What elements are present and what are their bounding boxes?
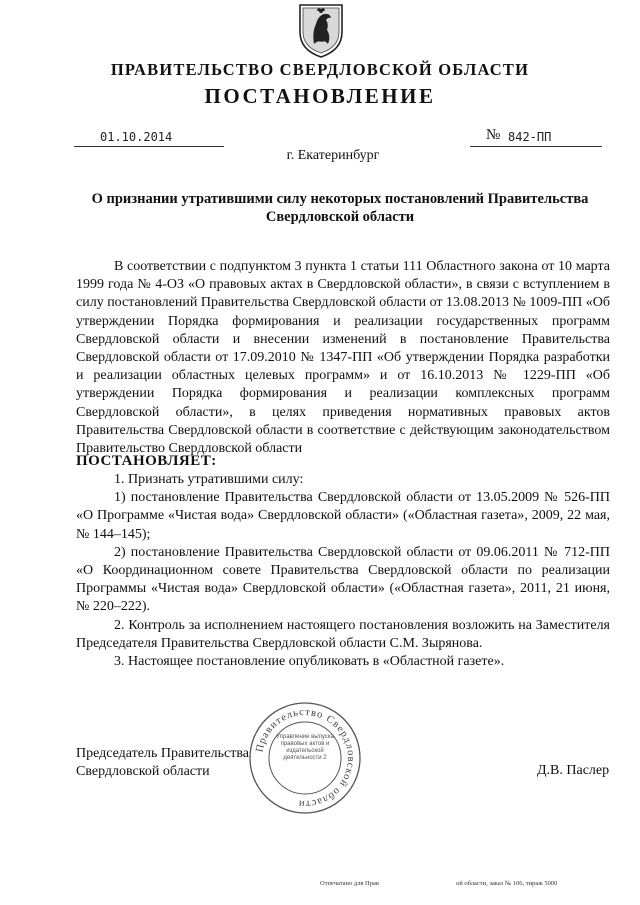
signatory-position-line-2: Свердловской области <box>76 764 210 779</box>
stamp-inner-text: Управление выпуска правовых актов и издательской деятельности 2 <box>276 734 334 761</box>
resolution-item-1: 1. Признать утратившими силу: <box>114 472 304 487</box>
organization-name: ПРАВИТЕЛЬСТВО СВЕРДЛОВСКОЙ ОБЛАСТИ <box>110 60 530 79</box>
footer-print-note-left: Отпечатано для Прав <box>320 880 379 887</box>
resolution-subitem-2: 2) постановление Правительства Свердловской области от 09.06.2011 № 712-ПП «О Координационном совете Правительства Свердловской области по реализации Программы «Чистая вода» Свердловской области» («Областная газета», 2011, 21 июня, № 220–222). <box>76 544 610 615</box>
resolution-item-3: 3. Настоящее постановление опубликовать в «Областной газете». <box>114 654 505 670</box>
official-stamp-icon <box>247 700 363 816</box>
document-city: г. Екатеринбург <box>286 148 380 163</box>
signatory-name: Д.В. Паслер <box>537 763 610 778</box>
stamp-ring-text: Правительство Свердловской области <box>254 706 357 810</box>
footer-print-note-right: ой области, заказ № 106, тираж 5000 <box>456 880 558 887</box>
resolves-heading: ПОСТАНОВЛЯЕТ: <box>76 453 217 469</box>
preamble <box>76 258 610 458</box>
resolution-subitem-1: 1) постановление Правительства Свердловской области от 13.05.2009 № 526-ПП «О Программе «Чистая вода» Свердловской области» («Областная газета», 2009, 22 мая, № 144–145); <box>76 490 610 542</box>
signatory-position-line-1: Председатель Правительства <box>76 746 249 761</box>
document-date: 01.10.2014 <box>100 130 173 144</box>
document-subject: О признании утратившими силу некоторых постановлений Правительства Свердловской области <box>91 191 589 225</box>
document-type: ПОСТАНОВЛЕНИЕ <box>204 84 436 108</box>
resolution-items <box>76 471 610 671</box>
number-sign: № <box>486 127 501 143</box>
preamble-paragraph: В соответствии с подпунктом 3 пункта 1 статьи 111 Областного закона от 10 марта 1999 года № 4-ОЗ «О правовых актах в Свердловской области», в связи с вступлением в силу постановлений Правительства Свердловской области от 13.08.2013 № 1009-ПП «Об утверждении Порядка формирования и реализации государственных программ Свердловской области и внесении изменений в постановление Правительства Свердловской области от 17.09.2010 № 1347-ПП «Об утверждении Порядка разработки и реализации областных целевых программ» и от 16.10.2013 № 1229-ПП «Об утверждении Порядка формирования и реализации комплексных программ Свердловской области», в целях приведения нормативных правовых актов Правительства Свердловской области в соответствие с действующим законодательством Правительство Свердловской области <box>76 259 610 457</box>
resolution-item-2: 2. Контроль за исполнением настоящего постановления возложить на Заместителя Председателя Правительства Свердловской области С.М. Зырянова. <box>76 617 610 651</box>
signatory-position <box>76 745 249 781</box>
coat-of-arms-icon <box>298 2 344 58</box>
document-number: 842-ПП <box>508 130 552 144</box>
